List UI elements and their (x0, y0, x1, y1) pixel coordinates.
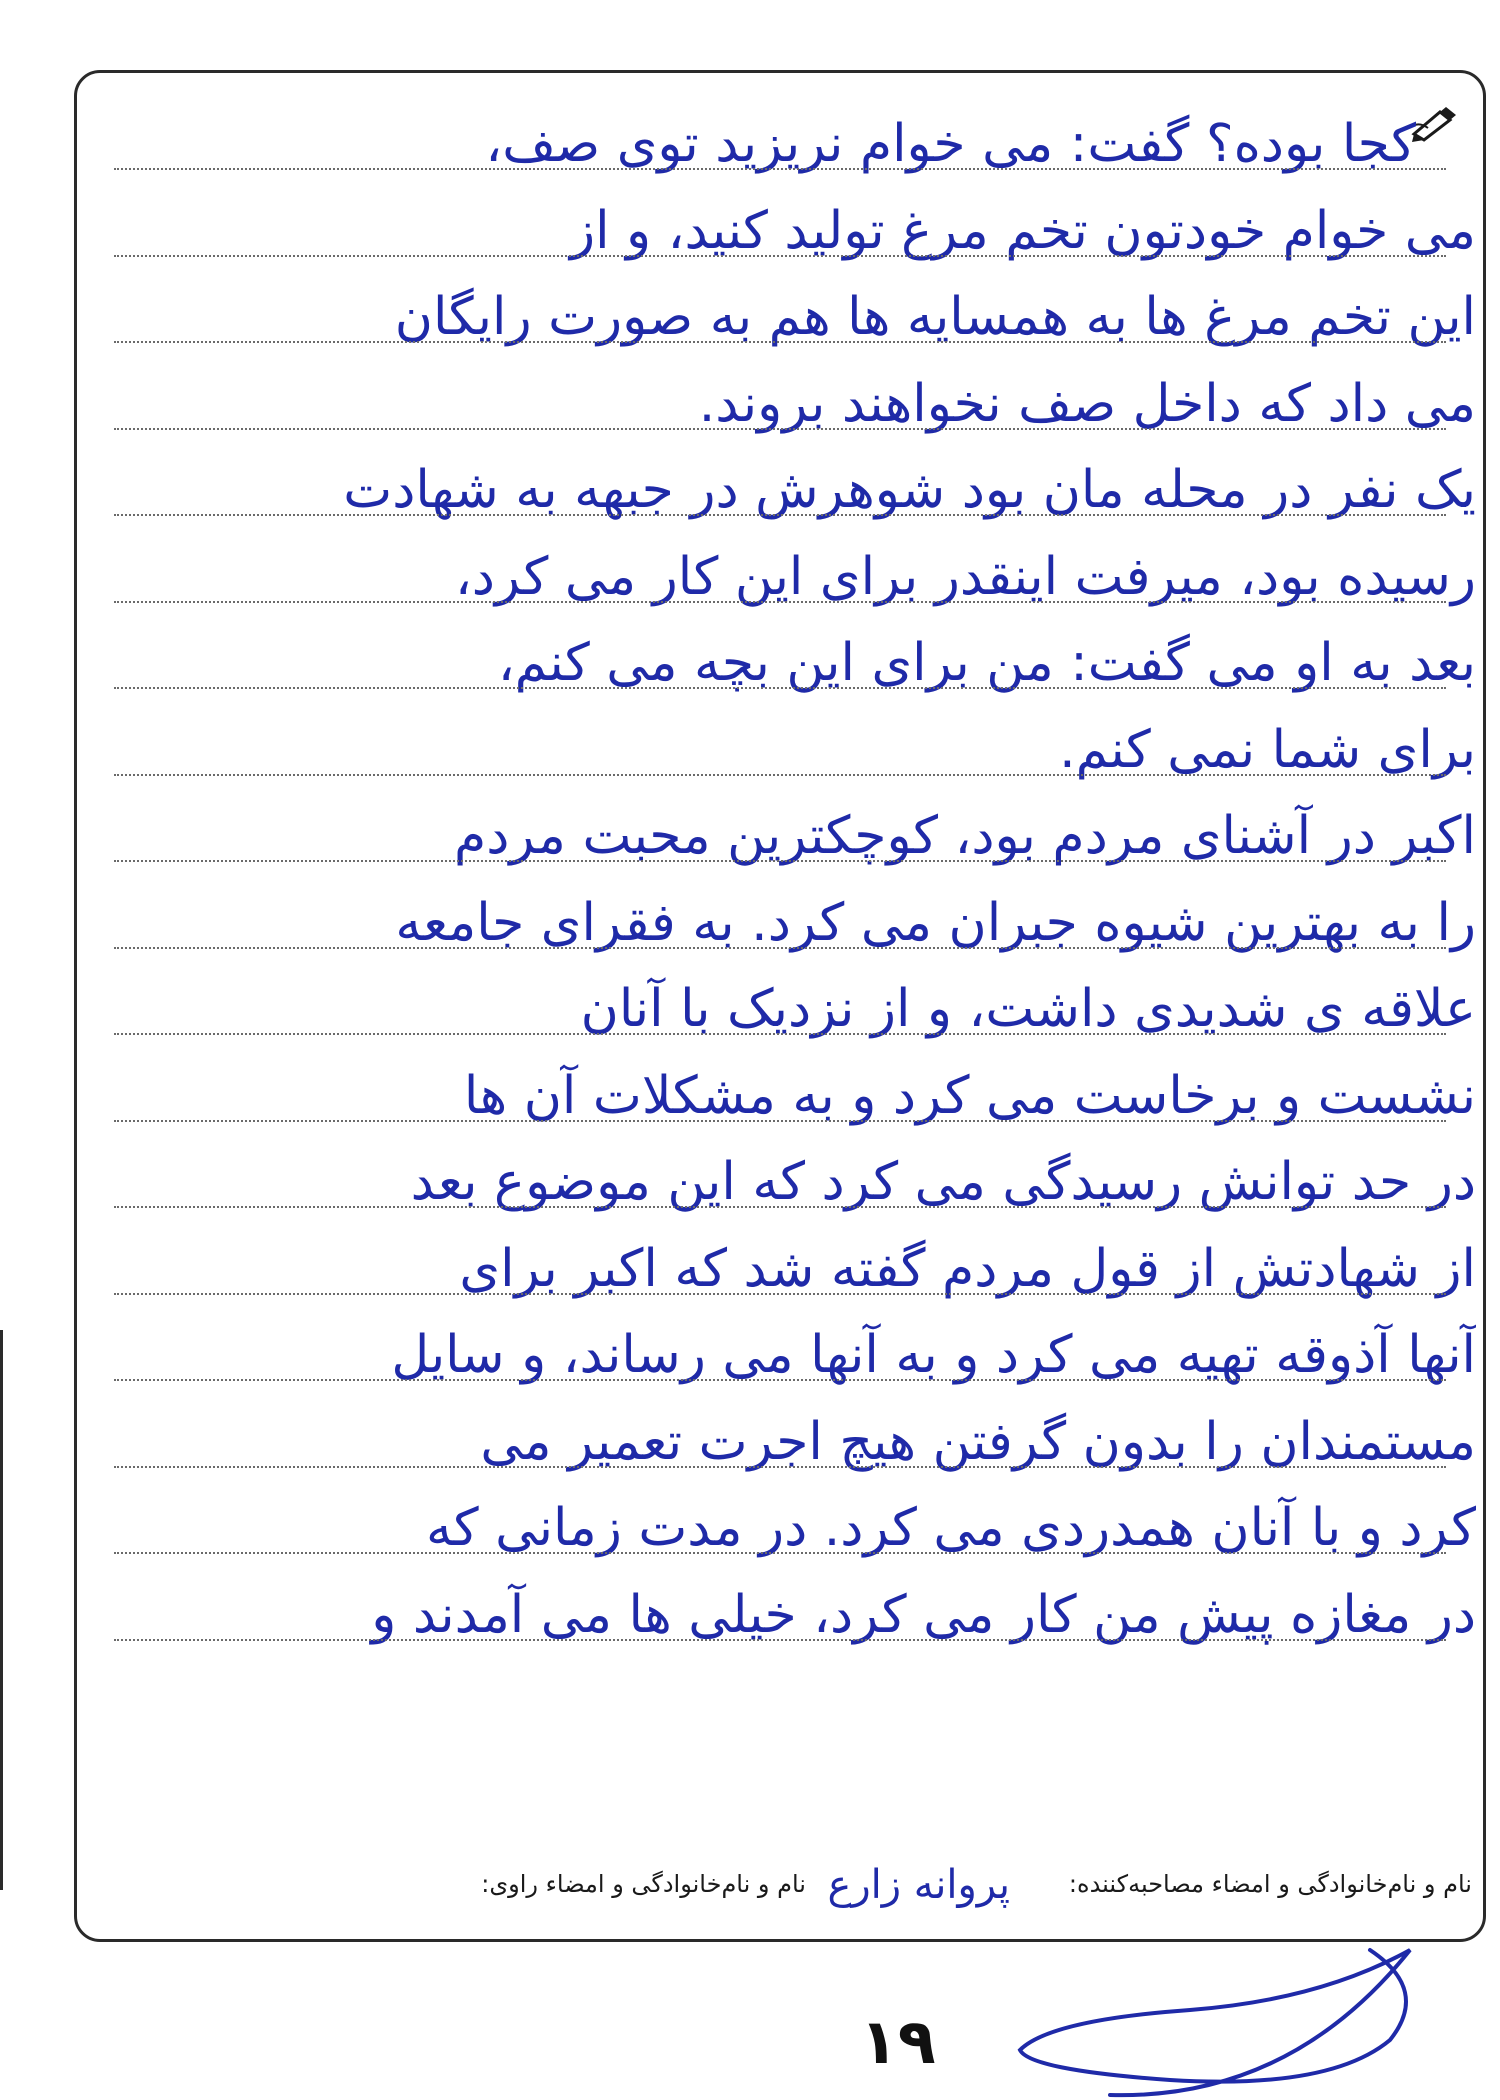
ruled-line (114, 341, 1446, 343)
handwritten-line: علاقه ی شدیدی داشت، و از نزدیک با آنان (580, 979, 1476, 1039)
handwritten-line: نشست و برخاست می کرد و به مشکلات آن ها (463, 1065, 1476, 1126)
margin-mark (0, 1330, 15, 1890)
narrator-field (481, 1864, 806, 1904)
ruled-line (114, 514, 1446, 516)
ruled-line (114, 1120, 1446, 1122)
ruled-line (114, 601, 1446, 603)
ruled-line (114, 1293, 1446, 1295)
ruled-line (114, 1206, 1446, 1208)
handwritten-line: رسیده بود، میرفت اینقدر برای این کار می کرد، (454, 546, 1476, 607)
handwritten-line: برای شما نمی کنم. (1059, 719, 1476, 780)
handwritten-line: این تخم مرغ ها به همسایه ها هم به صورت رایگان (394, 287, 1476, 347)
ruled-line (114, 860, 1446, 862)
handwritten-line: را به بهترین شیوه جبران می کرد. به فقرای جامعه (395, 892, 1476, 953)
ruled-line (114, 1552, 1446, 1554)
handwritten-line: کرد و با آنان همدردی می کرد. در مدت زمانی که (426, 1498, 1476, 1558)
handwritten-text-area (74, 70, 1486, 1942)
handwritten-line: آنها آذوقه تهیه می کرد و به آنها می رساند، و سایل (391, 1325, 1476, 1385)
page-number: ۱۹ (860, 2005, 936, 2078)
handwritten-line: کجا بوده؟ گفت: می خوام نریزید توی صف، (485, 114, 1416, 174)
handwritten-line: از شهادتش از قول مردم گفته شد که اکبر برای (459, 1238, 1476, 1299)
interviewer-name-field (821, 1862, 1016, 1908)
signature-stroke (990, 1930, 1450, 2100)
handwritten-line: بعد به او می گفت: من برای این بچه می کنم، (497, 633, 1476, 693)
handwritten-line: در مغازه پیش من کار می کرد، خیلی ها می آمدند و (371, 1584, 1476, 1645)
handwritten-line: یک نفر در محله مان بود شوهرش در جبهه به شهادت (343, 460, 1476, 520)
ruled-line (114, 1379, 1446, 1381)
ruled-line (114, 428, 1446, 430)
pen-writing-icon (1410, 104, 1462, 144)
interviewer-name: پروانه زارع (827, 1862, 1010, 1908)
ruled-line (114, 255, 1446, 257)
ruled-line (114, 687, 1446, 689)
ruled-line (114, 1033, 1446, 1035)
ruled-line (114, 774, 1446, 776)
handwritten-line: می خوام خودتون تخم مرغ تولید کنید، و از (569, 200, 1476, 261)
ruled-line (114, 168, 1446, 170)
handwritten-line: مستمندان را بدون گرفتن هیچ اجرت تعمیر می (480, 1411, 1476, 1472)
ruled-line (114, 1466, 1446, 1468)
handwritten-line: در حد توانش رسیدگی می کرد که این موضوع بعد (410, 1152, 1476, 1212)
signature-footer (74, 1858, 1486, 1928)
ruled-line (114, 947, 1446, 949)
ruled-line (114, 1639, 1446, 1641)
narrator-label: نام و نام‌خانوادگی و امضاء راوی: (481, 1870, 806, 1898)
interviewer-label: نام و نام‌خانوادگی و امضاء مصاحبه‌کننده: (1068, 1870, 1472, 1898)
handwritten-line: اکبر در آشنای مردم بود، کوچکترین محبت مردم (454, 806, 1476, 866)
interviewer-field (1069, 1864, 1472, 1904)
handwritten-line: می داد که داخل صف نخواهند بروند. (698, 373, 1476, 434)
